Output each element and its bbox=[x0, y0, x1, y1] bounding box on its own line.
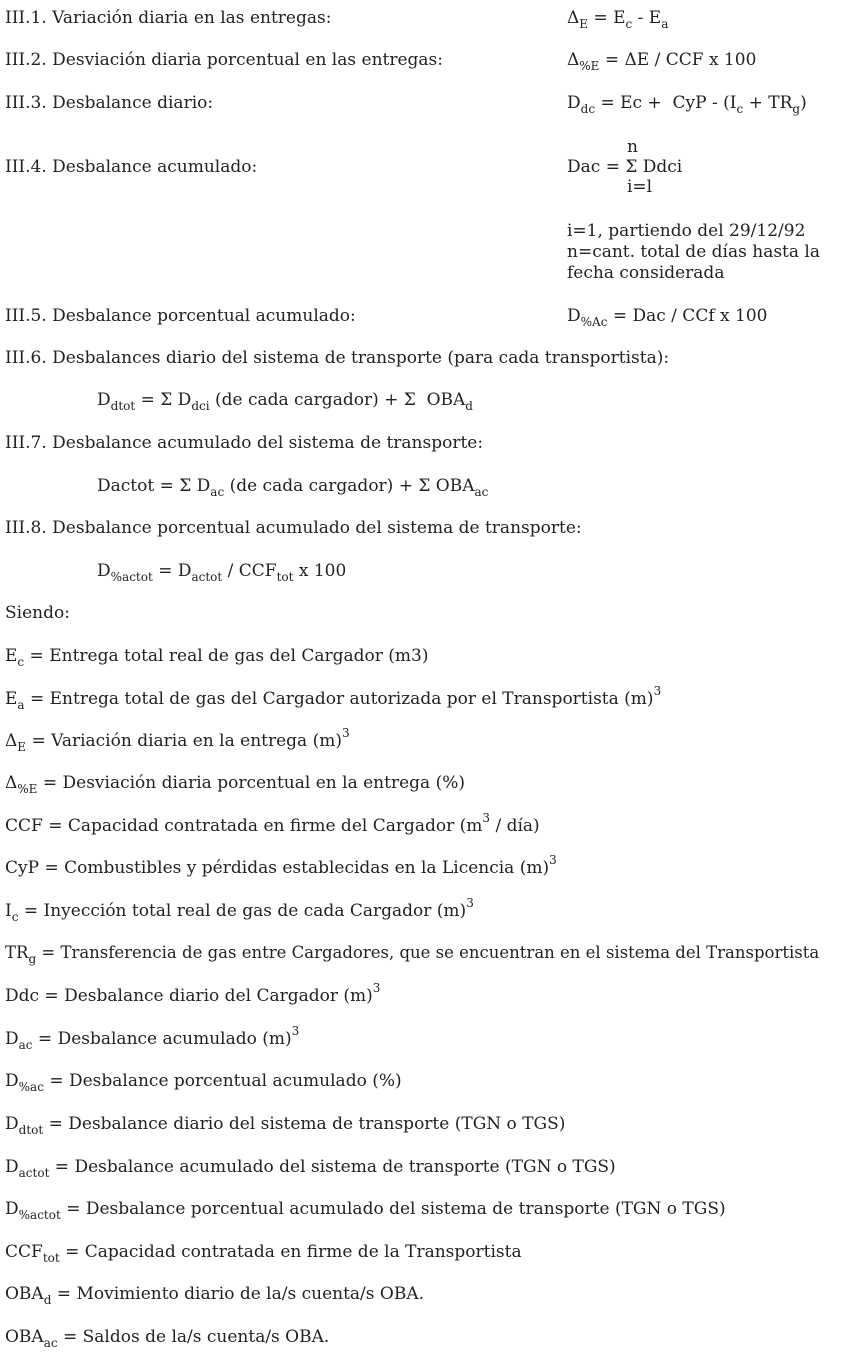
formula-label: III.5. Desbalance porcentual acumulado: bbox=[5, 306, 356, 326]
definition-item: $E_c$ = Entrega total real de gas del Cargador (m3) bbox=[5, 646, 429, 669]
system-formula: $D_{dtot} = \Sigma$ $D_{dci}$ (de cada cargador) + Σ $OBA_d$ bbox=[97, 390, 473, 413]
definition-item: $D_{actot}$ = Desbalance acumulado del sistema de transporte (TGN o TGS) bbox=[5, 1157, 616, 1180]
definition-item: $D_{dtot}$ = Desbalance diario del sistema de transporte (TGN o TGS) bbox=[5, 1114, 566, 1137]
definition-item: $OBA_{ac}$ = Saldos de la/s cuenta/s OBA. bbox=[5, 1327, 330, 1350]
formula: $\Delta_E = E_c - E_a$ bbox=[567, 8, 669, 31]
section-heading: III.8. Desbalance porcentual acumulado del sistema de transporte: bbox=[5, 518, 582, 538]
definition-item: $E_a$ = Entrega total de gas del Cargador autorizada por el Transportista $(m)^3$ bbox=[5, 684, 662, 712]
definition-item: $\Delta_{\%E}$ = Desviación diaria porcentual en la entrega (%) bbox=[5, 773, 465, 796]
note-line: n=cant. total de días hasta la bbox=[567, 242, 820, 262]
formula: $\Delta_{\%E} = \Delta E$ / CCF x 100 bbox=[567, 50, 757, 73]
formula: $D_{\%Ac}$ = Dac / CCf x 100 bbox=[567, 306, 768, 329]
sum-upper-limit: n bbox=[627, 137, 638, 157]
sum-lower-limit: i=l bbox=[627, 177, 653, 197]
system-formula: $D_{\%actot} = D_{actot} / CCF_{tot}$ x 100 bbox=[97, 561, 347, 584]
definition-item: $CCF_{tot}$ = Capacidad contratada en firme de la Transportista bbox=[5, 1242, 522, 1265]
system-formula: Dactot = Σ $D_{ac}$ (de cada cargador) + Σ $OBA_{ac}$ bbox=[97, 476, 489, 499]
definition-item: $I_c$ = Inyección total real de gas de cada Cargador $(m)^3$ bbox=[5, 896, 474, 924]
formula-label: III.2. Desviación diaria porcentual en las entregas: bbox=[5, 50, 444, 70]
formula-label: III.1. Variación diaria en las entregas: bbox=[5, 8, 332, 28]
definition-item: $OBA_d$ = Movimiento diario de la/s cuenta/s OBA. bbox=[5, 1284, 425, 1307]
formula-label: III.4. Desbalance acumulado: bbox=[5, 157, 258, 177]
formula: Dac = Σ Ddci bbox=[567, 157, 683, 177]
definition-item: $\Delta_E$ = Variación diaria en la entrega $(m)^3$ bbox=[5, 726, 350, 754]
definition-item: CyP = Combustibles y pérdidas establecidas en la Licencia $(m)^3$ bbox=[5, 853, 557, 878]
definition-item: $TR_g$ = Transferencia de gas entre Cargadores, que se encuentran en el sistema del Transportista bbox=[5, 943, 820, 966]
definition-item: CCF = Capacidad contratada en firme del Cargador ($m^3$ / día) bbox=[5, 811, 540, 836]
formula: $D_{dc} = Ec$ + CyP - $(I_c + TR_g)$ bbox=[567, 93, 807, 116]
definition-item: $D_{\%ac}$ = Desbalance porcentual acumulado (%) bbox=[5, 1071, 402, 1094]
note-line: i=1, partiendo del 29/12/92 bbox=[567, 221, 806, 241]
section-heading: III.6. Desbalances diario del sistema de transporte (para cada transportista): bbox=[5, 348, 670, 368]
definition-item: Ddc = Desbalance diario del Cargador $(m)^3$ bbox=[5, 981, 381, 1006]
note-line: fecha considerada bbox=[567, 263, 725, 283]
siendo-label: Siendo: bbox=[5, 603, 70, 623]
definition-item: $D_{\%actot}$ = Desbalance porcentual acumulado del sistema de transporte (TGN o TGS) bbox=[5, 1199, 726, 1222]
definition-item: $D_{ac}$ = Desbalance acumulado $(m)^3$ bbox=[5, 1024, 300, 1052]
section-heading: III.7. Desbalance acumulado del sistema de transporte: bbox=[5, 433, 484, 453]
formula-label: III.3. Desbalance diario: bbox=[5, 93, 214, 113]
